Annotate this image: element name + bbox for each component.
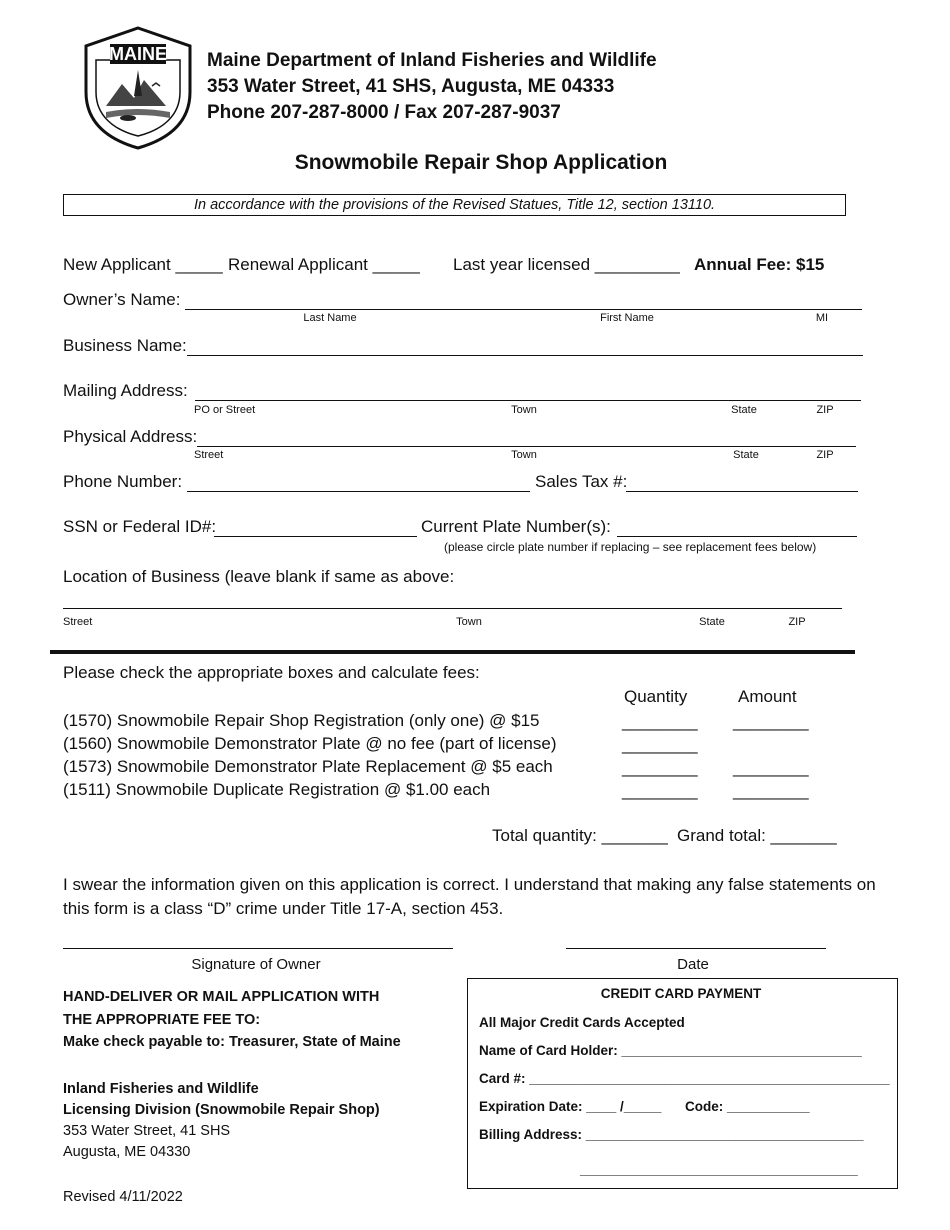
fee-item-1511-amount[interactable]: ________ xyxy=(733,781,809,800)
current-plate-label: Current Plate Number(s): xyxy=(421,517,611,536)
location-town-caption: Town xyxy=(456,616,482,628)
grand-total-field[interactable]: Grand total: _______ xyxy=(677,826,837,845)
fee-item-1511-quantity[interactable]: ________ xyxy=(622,781,698,800)
mail-address-line-1: Inland Fisheries and Wildlife xyxy=(63,1081,259,1097)
physical-zip-caption: ZIP xyxy=(816,449,834,461)
location-state-caption: State xyxy=(699,616,725,628)
plate-note: (please circle plate number if replacing – see replacement fees below) xyxy=(444,540,817,554)
mail-address-line-3: 353 Water Street, 41 SHS xyxy=(63,1123,231,1139)
section-divider xyxy=(50,650,855,654)
sales-tax-label: Sales Tax #: xyxy=(535,472,628,491)
fee-item-1560-label: (1560) Snowmobile Demonstrator Plate @ no fee (part of license) xyxy=(63,734,557,753)
org-name: Maine Department of Inland Fisheries and Wildlife xyxy=(207,50,657,71)
seal-top-text: MAINE xyxy=(109,44,167,64)
owner-signature-caption: Signature of Owner xyxy=(191,956,321,973)
owner-last-name-caption: Last Name xyxy=(303,312,357,324)
physical-address-label: Physical Address: xyxy=(63,427,198,446)
renewal-applicant-field[interactable]: Renewal Applicant _____ xyxy=(228,255,420,274)
mailing-state-caption: State xyxy=(731,404,757,416)
mailing-zip-caption: ZIP xyxy=(816,404,834,416)
card-holder-field[interactable]: Name of Card Holder: ________________________________ xyxy=(479,1043,862,1058)
fees-instructions: Please check the appropriate boxes and calculate fees: xyxy=(63,663,480,682)
physical-address-line[interactable] xyxy=(197,446,856,447)
statute-box xyxy=(63,194,846,216)
business-name-label: Business Name: xyxy=(63,336,187,355)
fee-item-1573-label: (1573) Snowmobile Demonstrator Plate Replacement @ $5 each xyxy=(63,757,553,776)
oath-line-2: this form is a class “D” crime under Title 17-A, section 453. xyxy=(63,899,504,918)
physical-state-caption: State xyxy=(733,449,759,461)
location-street-caption: Street xyxy=(63,616,93,628)
new-applicant-field[interactable]: New Applicant _____ xyxy=(63,255,223,274)
mailing-street-caption: PO or Street xyxy=(194,404,256,416)
date-line[interactable] xyxy=(566,948,826,949)
mail-address-line-2: Licensing Division (Snowmobile Repair Shop) xyxy=(63,1102,380,1118)
owner-name-line[interactable] xyxy=(185,309,862,310)
owner-first-name-caption: First Name xyxy=(600,312,654,324)
quantity-column-header: Quantity xyxy=(624,687,688,706)
mail-instruction-1: HAND-DELIVER OR MAIL APPLICATION WITH xyxy=(63,989,380,1005)
location-label: Location of Business (leave blank if same as above: xyxy=(63,567,455,586)
owner-mi-caption: MI xyxy=(815,312,829,324)
card-number-field[interactable]: Card #: ________________________________________________ xyxy=(479,1071,890,1086)
org-address: 353 Water Street, 41 SHS, Augusta, ME 04333 xyxy=(207,76,615,97)
fee-item-1573-quantity[interactable]: ________ xyxy=(622,758,698,777)
location-zip-caption: ZIP xyxy=(788,616,806,628)
amount-column-header: Amount xyxy=(738,687,797,706)
org-phone: Phone 207-287-8000 / Fax 207-287-9037 xyxy=(207,102,561,123)
mail-instruction-2: THE APPROPRIATE FEE TO: xyxy=(63,1012,261,1028)
ssn-federal-id-line[interactable] xyxy=(214,536,417,537)
oath-line-1: I swear the information given on this application is correct. I understand that making any false statements on xyxy=(63,875,876,894)
fee-item-1511-label: (1511) Snowmobile Duplicate Registration @ $1.00 each xyxy=(63,780,491,799)
last-year-licensed-field[interactable]: Last year licensed _________ xyxy=(453,255,680,274)
expiration-date-field[interactable]: Expiration Date: ____ /_____ xyxy=(479,1099,662,1114)
current-plate-line[interactable] xyxy=(617,536,857,537)
owner-name-label: Owner’s Name: xyxy=(63,290,181,309)
sales-tax-line[interactable] xyxy=(626,491,858,492)
ssn-federal-id-label: SSN or Federal ID#: xyxy=(63,517,217,536)
cards-accepted-text: All Major Credit Cards Accepted xyxy=(479,1015,685,1030)
credit-card-title: CREDIT CARD PAYMENT xyxy=(600,986,762,1001)
statute-text: In accordance with the provisions of the Revised Statues, Title 12, section 13110. xyxy=(193,197,716,213)
physical-street-caption: Street xyxy=(194,449,224,461)
fee-item-1573-amount[interactable]: ________ xyxy=(733,758,809,777)
total-quantity-field[interactable]: Total quantity: _______ xyxy=(492,826,668,845)
revised-date: Revised 4/11/2022 xyxy=(63,1189,183,1205)
mailing-address-label: Mailing Address: xyxy=(63,381,188,400)
security-code-field[interactable]: Code: ___________ xyxy=(685,1099,810,1114)
fee-item-1570-label: (1570) Snowmobile Repair Shop Registration (only one) @ $15 xyxy=(63,711,540,730)
fee-item-1560-quantity[interactable]: ________ xyxy=(622,735,698,754)
mailing-address-line[interactable] xyxy=(195,400,861,401)
location-line[interactable] xyxy=(63,608,842,609)
fee-item-1570-amount[interactable]: ________ xyxy=(733,712,809,731)
annual-fee: Annual Fee: $15 xyxy=(694,255,825,274)
mail-address-line-4: Augusta, ME 04330 xyxy=(63,1144,191,1160)
phone-number-label: Phone Number: xyxy=(63,472,183,491)
fee-item-1570-quantity[interactable]: ________ xyxy=(622,712,698,731)
maine-ifw-seal-logo xyxy=(82,26,194,150)
business-name-line[interactable] xyxy=(187,355,863,356)
phone-number-line[interactable] xyxy=(187,491,530,492)
owner-signature-line[interactable] xyxy=(63,948,453,949)
billing-address-field[interactable]: Billing Address: _____________________________________ xyxy=(479,1127,864,1142)
billing-address-line-2[interactable]: _____________________________________ xyxy=(580,1162,858,1177)
physical-town-caption: Town xyxy=(511,449,537,461)
form-title: Snowmobile Repair Shop Application xyxy=(294,151,668,174)
date-caption: Date xyxy=(677,956,709,973)
check-payable-text: Make check payable to: Treasurer, State of Maine xyxy=(63,1034,401,1050)
mailing-town-caption: Town xyxy=(511,404,537,416)
